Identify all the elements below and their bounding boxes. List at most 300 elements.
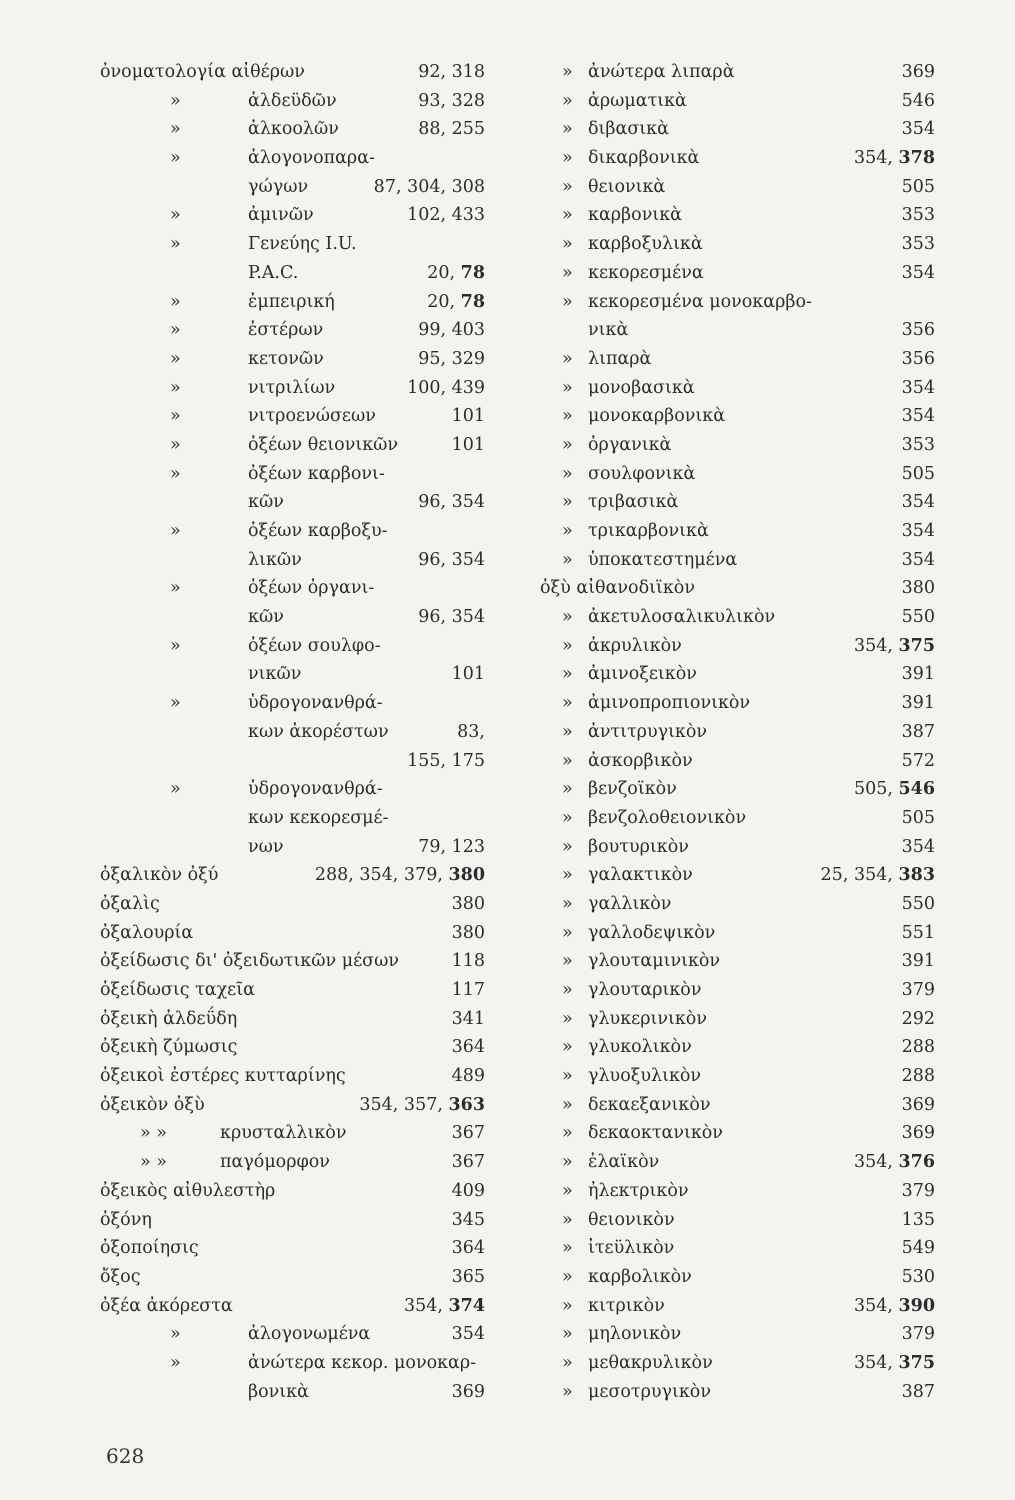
ditto-mark: » bbox=[562, 205, 573, 226]
page-refs: 99, 403 bbox=[418, 320, 485, 341]
ditto-mark: » bbox=[562, 377, 573, 398]
page-refs: 387 bbox=[901, 1381, 935, 1402]
ditto-mark: » bbox=[170, 320, 181, 341]
index-entry bbox=[100, 173, 485, 202]
index-term: βονικὰ bbox=[248, 1381, 309, 1402]
index-term: ἀκρυλικὸν bbox=[588, 635, 682, 656]
index-entry bbox=[100, 660, 485, 689]
page-refs: 546 bbox=[901, 90, 935, 111]
ditto-mark: » bbox=[562, 291, 573, 312]
page-refs: 356 bbox=[901, 320, 935, 341]
index-term: κιτρικὸν bbox=[588, 1295, 665, 1316]
index-term: βενζοϊκὸν bbox=[588, 779, 677, 800]
page-refs: 354 bbox=[901, 549, 935, 570]
primary-page-ref: 78 bbox=[460, 291, 485, 312]
page-refs: 288 bbox=[901, 1037, 935, 1058]
ditto-mark: » bbox=[170, 1324, 181, 1345]
page-refs: 20, 78 bbox=[427, 262, 485, 283]
page-refs: 365 bbox=[451, 1266, 485, 1287]
ditto-mark: » » bbox=[140, 1152, 167, 1173]
page-refs: 101 bbox=[451, 406, 485, 427]
primary-page-ref: 375 bbox=[898, 1352, 935, 1373]
index-entry bbox=[540, 833, 935, 862]
primary-page-ref: 380 bbox=[448, 865, 485, 886]
index-term: παγόμορφον bbox=[220, 1152, 330, 1173]
index-entry bbox=[100, 144, 485, 173]
index-entry bbox=[540, 1119, 935, 1148]
ditto-mark: » bbox=[562, 1381, 573, 1402]
index-entry bbox=[540, 1234, 935, 1263]
ditto-mark: » bbox=[562, 262, 573, 283]
index-term: γλουταμινικὸν bbox=[588, 951, 721, 972]
page-refs: 155, 175 bbox=[407, 750, 485, 771]
index-term: γλυκερινικὸν bbox=[588, 1008, 707, 1029]
page-refs: 117 bbox=[451, 980, 485, 1000]
index-entry bbox=[540, 460, 935, 489]
index-entry bbox=[540, 431, 935, 460]
index-term: ὄξος bbox=[100, 1266, 141, 1287]
index-entry bbox=[100, 517, 485, 546]
page-refs: 409 bbox=[451, 1180, 485, 1201]
index-term: κεκορεσμένα μονοκαρβο- bbox=[588, 291, 812, 312]
index-term: ὀξείδωσις δι' ὀξειδωτικῶν μέσων bbox=[100, 951, 400, 972]
page-refs: 550 bbox=[901, 893, 935, 914]
index-term: βενζολοθειονικὸν bbox=[588, 807, 747, 828]
index-term: διβασικὰ bbox=[588, 119, 669, 140]
page-refs: 550 bbox=[901, 607, 935, 628]
index-entry bbox=[100, 87, 485, 116]
page-refs: 353 bbox=[901, 434, 935, 455]
ditto-mark: » bbox=[170, 1352, 181, 1373]
index-term: γαλακτικὸν bbox=[588, 865, 693, 886]
page-refs: 288, 354, 379, 380 bbox=[314, 865, 485, 886]
ditto-mark: » bbox=[562, 1008, 573, 1029]
page-refs: 354, 376 bbox=[853, 1152, 935, 1173]
index-entry bbox=[540, 546, 935, 575]
index-entry bbox=[100, 689, 485, 718]
index-term: ὀξαλουρία bbox=[100, 922, 194, 943]
index-term: τριβασικὰ bbox=[588, 492, 679, 513]
page-refs: 87, 304, 308 bbox=[373, 176, 485, 197]
index-entry bbox=[540, 288, 935, 317]
page-refs: 96, 354 bbox=[418, 549, 485, 570]
index-entry bbox=[100, 775, 485, 804]
index-term: μηλονικὸν bbox=[588, 1324, 682, 1345]
index-entry bbox=[100, 1292, 485, 1321]
index-term: θειονικὸν bbox=[588, 1209, 675, 1230]
index-term: ἀκετυλοσαλικυλικὸν bbox=[588, 607, 776, 628]
ditto-mark: » bbox=[562, 893, 573, 914]
index-term: ἀνώτερα κεκορ. μονοκαρ- bbox=[248, 1352, 477, 1373]
page-refs: 530 bbox=[901, 1266, 935, 1287]
ditto-mark: » bbox=[562, 865, 573, 886]
index-term: ὀξέων σουλφο- bbox=[248, 635, 381, 656]
page-refs: 505 bbox=[901, 463, 935, 484]
index-term: κῶν bbox=[248, 492, 284, 513]
index-entry bbox=[100, 1320, 485, 1349]
primary-page-ref: 390 bbox=[898, 1295, 935, 1316]
index-entry bbox=[540, 574, 935, 603]
index-entry bbox=[100, 947, 485, 976]
primary-page-ref: 363 bbox=[448, 1094, 485, 1115]
page-refs: 369 bbox=[451, 1381, 485, 1402]
index-term: νιτροενώσεων bbox=[248, 406, 376, 427]
page-refs: 572 bbox=[901, 750, 935, 771]
index-entry bbox=[100, 804, 485, 833]
index-entry bbox=[540, 1349, 935, 1378]
ditto-mark: » bbox=[562, 1324, 573, 1345]
ditto-mark: » bbox=[562, 119, 573, 140]
index-entry bbox=[100, 1005, 485, 1034]
ditto-mark: » bbox=[562, 348, 573, 369]
ditto-mark: » bbox=[562, 549, 573, 570]
ditto-mark: » bbox=[170, 578, 181, 599]
index-term: ἠλεκτρικὸν bbox=[588, 1180, 689, 1201]
index-entry bbox=[540, 1033, 935, 1062]
page-refs: 79, 123 bbox=[418, 836, 485, 857]
page-refs: 367 bbox=[451, 1123, 485, 1144]
ditto-mark: » bbox=[562, 492, 573, 513]
index-term: ὀξεικὴ ζύμωσις bbox=[100, 1037, 238, 1058]
index-term: μονοκαρβονικὰ bbox=[588, 406, 726, 427]
page-refs: 364 bbox=[451, 1037, 485, 1058]
page-refs: 135 bbox=[901, 1209, 935, 1230]
index-entry bbox=[540, 517, 935, 546]
page-refs: 92, 318 bbox=[418, 62, 485, 82]
ditto-mark: » bbox=[170, 635, 181, 656]
index-term: ὑδρογονανθρά- bbox=[248, 693, 383, 714]
index-term: ὀξέων καρβονι- bbox=[248, 463, 385, 484]
ditto-mark: » bbox=[562, 90, 573, 111]
index-term: ὀξεικὸν ὀξὺ bbox=[100, 1094, 205, 1115]
index-entry bbox=[540, 947, 935, 976]
index-term: νικὰ bbox=[588, 320, 629, 341]
page-refs: 364 bbox=[451, 1238, 485, 1259]
index-entry bbox=[100, 259, 485, 288]
page-refs: 354 bbox=[901, 836, 935, 857]
index-entry bbox=[100, 861, 485, 890]
ditto-mark: » bbox=[562, 1238, 573, 1259]
page-refs: 354, 375 bbox=[853, 635, 935, 656]
ditto-mark: » bbox=[170, 779, 181, 800]
index-entry bbox=[540, 804, 935, 833]
index-entry bbox=[540, 775, 935, 804]
ditto-mark: » bbox=[562, 234, 573, 255]
index-term: καρβολικὸν bbox=[588, 1266, 692, 1287]
page-refs: 379 bbox=[901, 1180, 935, 1201]
ditto-mark: » bbox=[562, 635, 573, 656]
ditto-mark: » bbox=[170, 148, 181, 169]
index-term: κετονῶν bbox=[248, 348, 324, 369]
page-refs: 292 bbox=[901, 1008, 935, 1029]
index-entry bbox=[100, 632, 485, 661]
ditto-mark: » bbox=[562, 1152, 573, 1173]
page-refs: 100, 439 bbox=[407, 377, 485, 398]
index-entry bbox=[100, 1263, 485, 1292]
page-refs: 354, 357, 363 bbox=[359, 1094, 485, 1115]
ditto-mark: » bbox=[170, 291, 181, 312]
index-entry bbox=[540, 374, 935, 403]
index-entry bbox=[540, 976, 935, 1005]
index-term: κων κεκορεσμέ- bbox=[248, 807, 389, 828]
ditto-mark: » bbox=[170, 234, 181, 255]
index-entry bbox=[540, 689, 935, 718]
ditto-mark: » bbox=[562, 176, 573, 197]
ditto-mark: » bbox=[562, 406, 573, 427]
ditto-mark: » bbox=[562, 664, 573, 685]
page-refs: 549 bbox=[901, 1238, 935, 1259]
page-refs: 345 bbox=[451, 1209, 485, 1230]
index-term: ὀξέων ὀργανι- bbox=[248, 578, 375, 599]
page-refs: 354, 375 bbox=[853, 1352, 935, 1373]
index-term: ἀλογονοπαρα- bbox=[248, 148, 375, 169]
index-entry bbox=[540, 1148, 935, 1177]
ditto-mark: » bbox=[562, 1352, 573, 1373]
index-term: ὀνοματολογία αἰθέρων bbox=[100, 62, 305, 82]
index-entry bbox=[100, 603, 485, 632]
index-term: δεκαοκτανικὸν bbox=[588, 1123, 723, 1144]
page-refs: 379 bbox=[901, 980, 935, 1000]
index-entry bbox=[540, 259, 935, 288]
index-entry bbox=[540, 890, 935, 919]
index-term: κρυσταλλικὸν bbox=[220, 1123, 347, 1144]
index-entry bbox=[100, 574, 485, 603]
primary-page-ref: 374 bbox=[448, 1295, 485, 1316]
index-term: θειονικὰ bbox=[588, 176, 666, 197]
index-term: λικῶν bbox=[248, 549, 302, 570]
ditto-mark: » bbox=[170, 119, 181, 140]
index-entry bbox=[540, 1378, 935, 1407]
ditto-mark: » bbox=[562, 1037, 573, 1058]
ditto-mark: » bbox=[562, 1180, 573, 1201]
page-refs: 380 bbox=[901, 578, 935, 599]
index-entry bbox=[100, 402, 485, 431]
index-term: γλουταρικὸν bbox=[588, 980, 702, 1000]
index-entry bbox=[540, 87, 935, 116]
ditto-mark: » bbox=[562, 1295, 573, 1316]
index-entry bbox=[540, 488, 935, 517]
index-entry bbox=[540, 718, 935, 747]
ditto-mark: » bbox=[562, 463, 573, 484]
index-term: ὀξεικοὶ ἐστέρες κυτταρίνης bbox=[100, 1066, 346, 1087]
primary-page-ref: 383 bbox=[898, 865, 935, 886]
page-refs: 505, 546 bbox=[853, 779, 935, 800]
index-term: ὀξόνη bbox=[100, 1209, 152, 1230]
page-refs: 354, 374 bbox=[403, 1295, 485, 1316]
index-entry bbox=[540, 402, 935, 431]
index-entry bbox=[540, 1320, 935, 1349]
ditto-mark: » bbox=[170, 521, 181, 541]
index-entry bbox=[100, 1177, 485, 1206]
page-refs: 83, bbox=[457, 721, 485, 742]
index-term: ἀλδεϋδῶν bbox=[248, 90, 337, 111]
index-term: νικῶν bbox=[248, 664, 302, 685]
page-refs: 391 bbox=[901, 951, 935, 972]
index-entry bbox=[540, 861, 935, 890]
page-refs: 391 bbox=[901, 693, 935, 714]
page-refs: 25, 354, 383 bbox=[820, 865, 935, 886]
ditto-mark: » bbox=[562, 922, 573, 943]
index-column-left bbox=[100, 58, 485, 1406]
index-term: ἀρωματικὰ bbox=[588, 90, 687, 111]
index-entry bbox=[540, 115, 935, 144]
primary-page-ref: 546 bbox=[898, 779, 935, 800]
index-entry bbox=[100, 1091, 485, 1120]
index-term: γώγων bbox=[248, 176, 309, 197]
index-term: κων ἀκορέστων bbox=[248, 721, 389, 742]
page-refs: 354 bbox=[901, 377, 935, 398]
page-refs: 96, 354 bbox=[418, 607, 485, 628]
index-entry bbox=[540, 201, 935, 230]
ditto-mark: » bbox=[562, 607, 573, 628]
ditto-mark: » bbox=[562, 1266, 573, 1287]
ditto-mark: » bbox=[562, 521, 573, 541]
index-entry bbox=[100, 316, 485, 345]
index-entry bbox=[100, 230, 485, 259]
index-term: κεκορεσμένα bbox=[588, 262, 704, 283]
index-term: ἰτεϋλικὸν bbox=[588, 1238, 675, 1259]
index-entry bbox=[540, 173, 935, 202]
index-entry bbox=[540, 1206, 935, 1235]
primary-page-ref: 376 bbox=[898, 1152, 935, 1173]
index-term: ἐμπειρική bbox=[248, 291, 335, 312]
ditto-mark: » bbox=[562, 1209, 573, 1230]
page-refs: 354 bbox=[901, 521, 935, 541]
index-term: μονοβασικὰ bbox=[588, 377, 695, 398]
page-refs: 356 bbox=[901, 348, 935, 369]
index-term: κῶν bbox=[248, 607, 284, 628]
index-term: γλυοξυλικὸν bbox=[588, 1066, 702, 1087]
page-refs: 354, 378 bbox=[853, 148, 935, 169]
index-entry bbox=[100, 976, 485, 1005]
ditto-mark: » bbox=[170, 90, 181, 111]
index-term: Γενεύης I.U. bbox=[248, 234, 357, 255]
page-refs: 354, 390 bbox=[853, 1295, 935, 1316]
index-entry bbox=[100, 1033, 485, 1062]
ditto-mark: » bbox=[562, 721, 573, 742]
index-entry bbox=[100, 747, 485, 776]
index-entry bbox=[540, 144, 935, 173]
index-entry bbox=[540, 230, 935, 259]
index-entry bbox=[540, 1091, 935, 1120]
index-entry bbox=[100, 546, 485, 575]
page-refs: 102, 433 bbox=[407, 205, 485, 226]
page-refs: 551 bbox=[901, 922, 935, 943]
index-entry bbox=[100, 1349, 485, 1378]
index-term: ὑποκατεστημένα bbox=[588, 549, 738, 570]
ditto-mark: » bbox=[562, 1066, 573, 1087]
page-refs: 353 bbox=[901, 205, 935, 226]
index-term: ἀνώτερα λιπαρὰ bbox=[588, 62, 735, 82]
index-term: ἀμινοπροπιονικὸν bbox=[588, 693, 751, 714]
ditto-mark: » bbox=[170, 434, 181, 455]
page-refs: 288 bbox=[901, 1066, 935, 1087]
index-term: ἀντιτρυγικὸν bbox=[588, 721, 708, 742]
primary-page-ref: 378 bbox=[898, 148, 935, 169]
index-term: γλυκολικὸν bbox=[588, 1037, 692, 1058]
page-refs: 505 bbox=[901, 807, 935, 828]
page-refs: 380 bbox=[451, 922, 485, 943]
index-term: καρβονικὰ bbox=[588, 205, 682, 226]
index-term: ὀργανικὰ bbox=[588, 434, 672, 455]
index-term: ὀξείδωσις ταχεῖα bbox=[100, 980, 255, 1000]
ditto-mark: » bbox=[562, 62, 573, 82]
page-refs: 387 bbox=[901, 721, 935, 742]
index-entry bbox=[540, 632, 935, 661]
primary-page-ref: 78 bbox=[460, 262, 485, 283]
page-refs: 88, 255 bbox=[418, 119, 485, 140]
ditto-mark: » bbox=[170, 406, 181, 427]
index-entry bbox=[540, 316, 935, 345]
index-entry bbox=[100, 115, 485, 144]
page-refs: 354 bbox=[901, 492, 935, 513]
page-refs: 505 bbox=[901, 176, 935, 197]
index-term: νιτριλίων bbox=[248, 377, 336, 398]
index-entry bbox=[100, 1234, 485, 1263]
ditto-mark: » bbox=[562, 951, 573, 972]
index-entry bbox=[100, 345, 485, 374]
index-term: P.A.C. bbox=[248, 262, 299, 283]
page-refs: 354 bbox=[901, 119, 935, 140]
index-term: ὀξὺ αἰθανοδιϊκὸν bbox=[540, 578, 695, 599]
page-refs: 369 bbox=[901, 1094, 935, 1115]
index-entry bbox=[100, 374, 485, 403]
index-entry bbox=[540, 1062, 935, 1091]
index-term: ἐλαϊκὸν bbox=[588, 1152, 660, 1173]
index-entry bbox=[100, 1378, 485, 1407]
index-entry bbox=[100, 201, 485, 230]
index-term: ἀλκοολῶν bbox=[248, 119, 339, 140]
index-term: ὀξοποίησις bbox=[100, 1238, 199, 1259]
ditto-mark: » bbox=[562, 148, 573, 169]
index-entry bbox=[100, 919, 485, 948]
index-term: ἀμινῶν bbox=[248, 205, 314, 226]
index-entry bbox=[540, 660, 935, 689]
page-refs: 20, 78 bbox=[427, 291, 485, 312]
index-entry bbox=[540, 1263, 935, 1292]
index-term: γαλλικὸν bbox=[588, 893, 672, 914]
page-refs: 118 bbox=[451, 951, 485, 972]
index-term: ὑδρογονανθρά- bbox=[248, 779, 383, 800]
index-term: σουλφονικὰ bbox=[588, 463, 696, 484]
index-entry bbox=[100, 890, 485, 919]
page-refs: 369 bbox=[901, 1123, 935, 1144]
page-refs: 101 bbox=[451, 664, 485, 685]
ditto-mark: » bbox=[170, 693, 181, 714]
page-refs: 354 bbox=[901, 262, 935, 283]
ditto-mark: » bbox=[170, 205, 181, 226]
index-term: βουτυρικὸν bbox=[588, 836, 689, 857]
index-term: δικαρβονικὰ bbox=[588, 148, 700, 169]
page-refs: 369 bbox=[901, 62, 935, 82]
index-entry bbox=[100, 288, 485, 317]
primary-page-ref: 375 bbox=[898, 635, 935, 656]
ditto-mark: » bbox=[562, 434, 573, 455]
page-refs: 489 bbox=[451, 1066, 485, 1087]
index-entry bbox=[540, 603, 935, 632]
ditto-mark: » bbox=[562, 750, 573, 771]
ditto-mark: » bbox=[562, 980, 573, 1000]
ditto-mark: » bbox=[170, 377, 181, 398]
index-term: ὀξαλὶς bbox=[100, 893, 160, 914]
index-term: καρβοξυλικὰ bbox=[588, 234, 703, 255]
page-refs: 367 bbox=[451, 1152, 485, 1173]
page-refs: 96, 354 bbox=[418, 492, 485, 513]
index-term: μεθακρυλικὸν bbox=[588, 1352, 713, 1373]
ditto-mark: » bbox=[562, 1123, 573, 1144]
index-entry bbox=[100, 58, 485, 87]
ditto-mark: » bbox=[562, 779, 573, 800]
